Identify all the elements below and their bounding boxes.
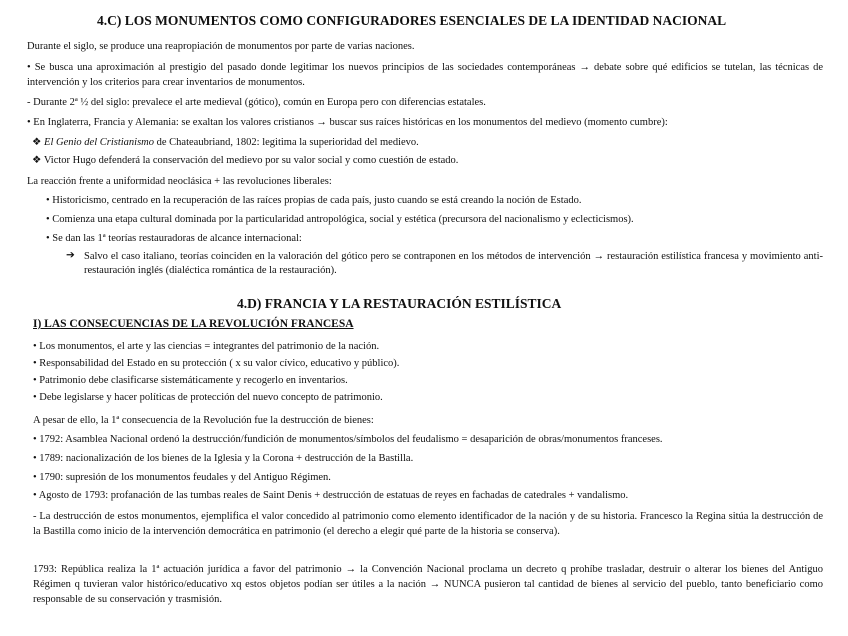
arrow-item-gothic: Salvo el caso italiano, teorías coinciden en la valoración del gótico pero se contraponen en los métodos de intervención → restauración estilística francesa y movimiento anti-restauración inglés (dialéctica romántica de la restauración). <box>84 251 823 276</box>
bullet-restoration-theories: • Se dan las 1ª teorías restauradoras de alcance internacional: <box>46 233 302 244</box>
section-4c-title: 4.C) LOS MONUMENTOS COMO CONFIGURADORES ESENCIALES DE LA IDENTIDAD NACIONAL <box>97 13 727 28</box>
book-title: El Genio del Cristianismo <box>44 137 155 148</box>
list-item-legislate: • Debe legislarse y hacer políticas de protección del nuevo concepto de patrimonio. <box>33 392 383 403</box>
paragraph-christian-values: • En Inglaterra, Francia y Alemania: se exaltan los valores cristianos → buscar sus raíces históricas en los monumentos del medievo (momento cumbre): <box>27 117 668 128</box>
arrow-icon: ➔ <box>66 250 75 261</box>
event-1790: • 1790: supresión de los monumentos feudales y del Antiguo Régimen. <box>33 472 331 483</box>
list-item-classify: • Patrimonio debe clasificarse sistemáticamente y recogerlo en inventarios. <box>33 375 348 386</box>
paragraph-republic-1793: 1793: República realiza la 1ª actuación jurídica a favor del patrimonio → la Convención Nacional proclama un decreto q prohíbe trasladar, destruir o alterar los bienes del Antiguo Régimen q tuvieran valor histórico/educativo xq estos objetos podían ser útiles a la nación → NUNCA pusieron tal cantidad de bienes al servicio del pueblo, tanto beneficiario como responsable de su conservación y trasmisión. <box>33 564 823 605</box>
event-1789: • 1789: nacionalización de los bienes de la Iglesia y la Corona + destrucción de la Bastilla. <box>33 453 414 464</box>
event-1793: • Agosto de 1793: profanación de las tumbas reales de Saint Denis + destrucción de estatuas de reyes en fachadas de catedrales + vandalismo. <box>33 490 629 501</box>
section-4d-title: 4.D) FRANCIA Y LA RESTAURACIÓN ESTILÍSTICA <box>237 296 562 311</box>
paragraph-reappropriation: Durante el siglo, se produce una reapropiación de monumentos por parte de varias naciones. <box>27 41 415 52</box>
paragraph-bastille: - La destrucción de estos monumentos, ejemplifica el valor concedido al patrimonio como elemento identificador de la nación y de su historia. Francesco la Regina sitúa la destrucción de la Bastilla como inicio de la intervención democrática en patrimonio (el derecho a elegir qué parte de la historia se conserva). <box>33 511 823 537</box>
bullet-cultural-stage: • Comienza una etapa cultural dominada por la particularidad antropológica, social y estética (precursora del nacionalismo y eclecticismos). <box>46 214 634 225</box>
subsection-title-revolution: I) LAS CONSECUENCIAS DE LA REVOLUCIÓN FRANCESA <box>33 318 354 330</box>
paragraph-destruction: A pesar de ello, la 1ª consecuencia de la Revolución fue la destrucción de bienes: <box>33 415 374 426</box>
list-item-monuments: • Los monumentos, el arte y las ciencias = integrantes del patrimonio de la nación. <box>33 341 380 352</box>
list-item-state: • Responsabilidad del Estado en su protección ( x su valor cívico, educativo y público). <box>33 358 400 369</box>
diamond-item-text: de Chateaubriand, 1802: legitima la superioridad del medievo. <box>154 137 419 148</box>
bullet-historicism: • Historicismo, centrado en la recuperación de las raíces propias de cada país, justo cuando se está creando la noción de Estado. <box>46 195 582 206</box>
paragraph-medieval-art: - Durante 2ª ½ del siglo: prevalece el arte medieval (gótico), común en Europa pero con diferencias estatales. <box>27 97 486 108</box>
paragraph-prestige: • Se busca una aproximación al prestigio del pasado donde legitimar los nuevos principios de las sociedades contemporáneas → debate sobre qué edificios se tutelan, las técnicas de intervención y los criterios para crear inventarios de monumentos. <box>27 62 823 88</box>
event-1792: • 1792: Asamblea Nacional ordenó la destrucción/fundición de monumentos/símbolos del feudalismo = desaparición de obras/monumentos franceses. <box>33 434 663 445</box>
paragraph-reaction: La reacción frente a uniformidad neoclásica + las revoluciones liberales: <box>27 176 332 187</box>
diamond-item-chateaubriand <box>32 137 419 149</box>
diamond-item-victor-hugo: ❖ Victor Hugo defenderá la conservación del medievo por su valor social y como cuestión de estado. <box>32 155 459 166</box>
diamond-bullet-icon: ❖ <box>32 137 42 148</box>
